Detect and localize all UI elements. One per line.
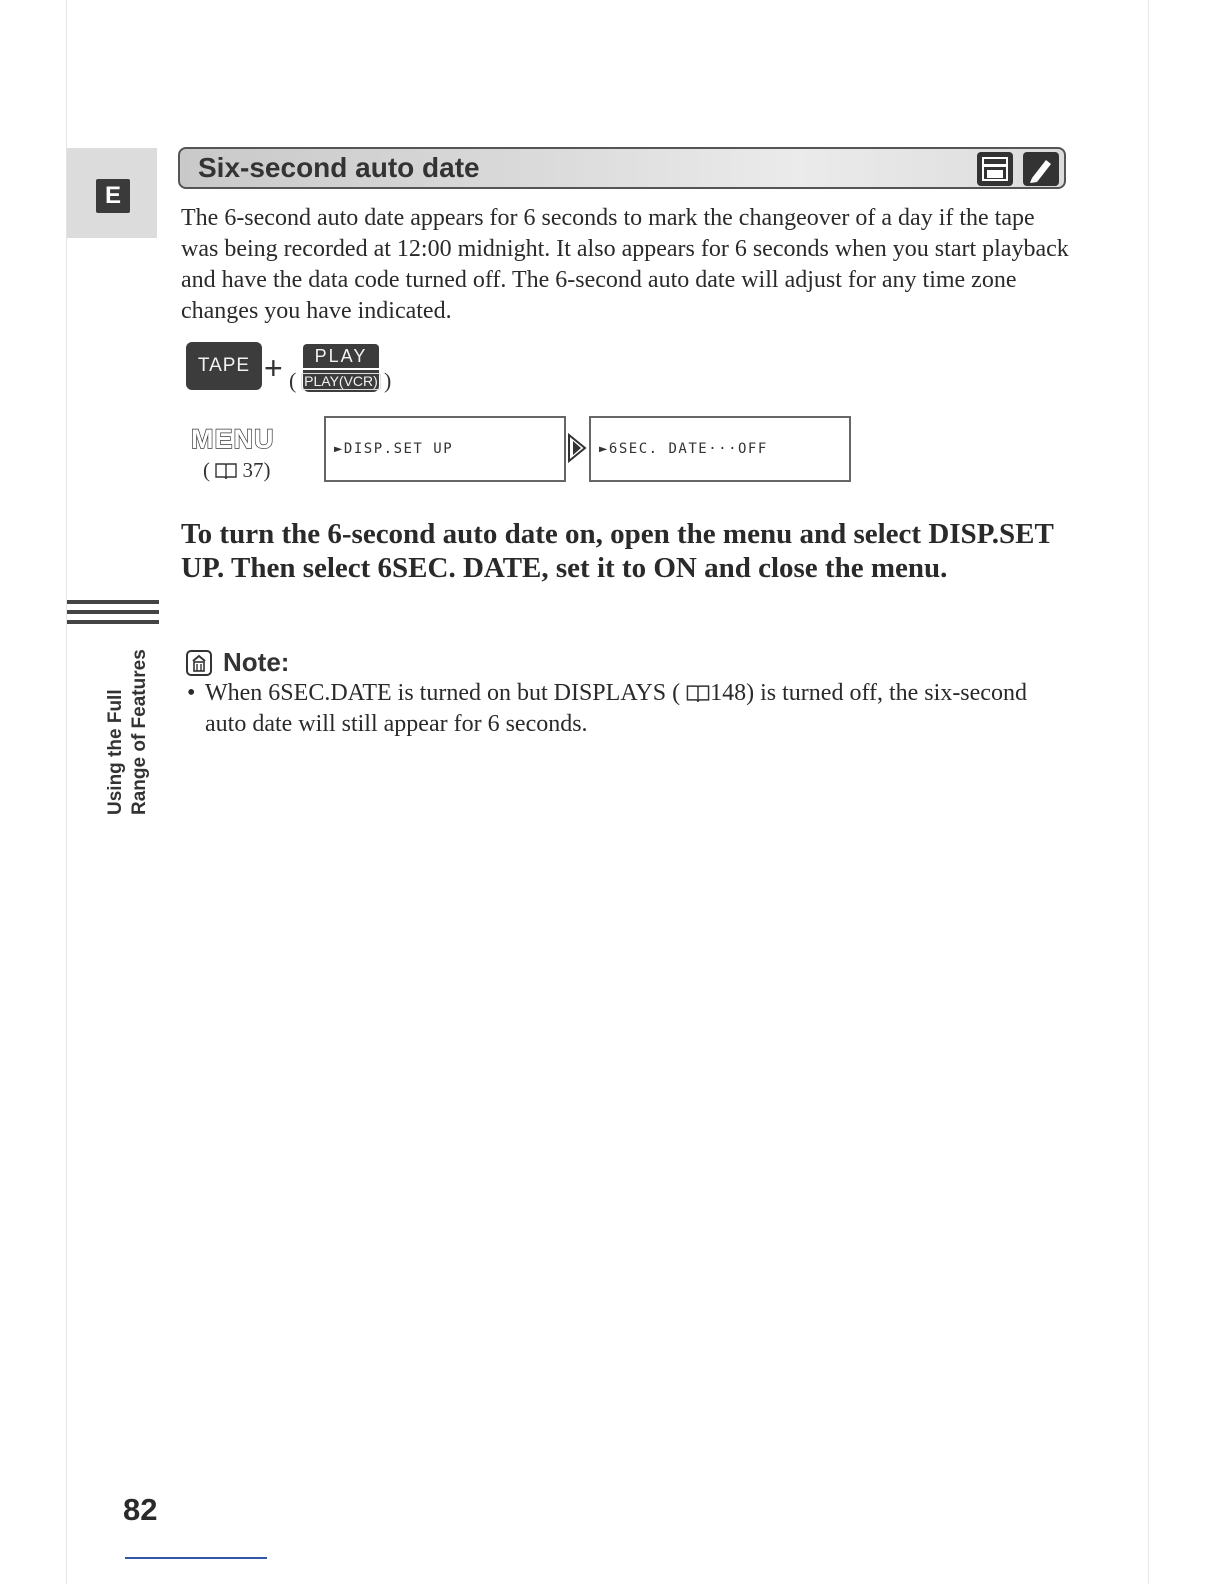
language-letter: E	[96, 179, 130, 213]
side-label-line1: Using the Full	[105, 689, 126, 815]
note-item	[187, 678, 1067, 740]
play-vcr-key	[303, 370, 379, 392]
menu-label: MENU	[191, 424, 275, 454]
note-title: Note:	[223, 647, 290, 677]
note-icon	[185, 649, 213, 677]
page-edge	[1148, 0, 1149, 1584]
play-key: PLAY	[303, 344, 379, 368]
book-icon	[215, 462, 237, 480]
ref-open: (	[203, 458, 210, 482]
tape-mode-icon	[976, 151, 1014, 187]
mode-icons	[976, 151, 1060, 187]
note-text-end: 148) is turned off, the six-second auto date will still appear for 6 seconds.	[205, 680, 1027, 737]
instruction-text: To turn the 6-second auto date on, open the menu and select DISP.SET UP. Then select 6SEC. DATE, set it to ON and close the menu.	[181, 518, 1054, 584]
menu-screen-6sec-date: ►6SEC. DATE···OFF	[589, 416, 851, 482]
paren-close: )	[384, 368, 392, 393]
menu-screen-disp-setup: ►DISP.SET UP	[324, 416, 566, 482]
plus-sign: +	[264, 350, 283, 386]
camera-mode-icon	[1022, 151, 1060, 187]
play-vcr-label: PLAY(VCR)	[301, 373, 381, 390]
side-label-line2: Range of Features	[129, 649, 150, 815]
ref-page: 37)	[242, 458, 271, 482]
side-bars	[67, 600, 159, 630]
note-text-start: When 6SEC.DATE is turned on but DISPLAYS (	[205, 680, 681, 706]
footer-rule	[125, 1557, 267, 1559]
page-number: 82	[123, 1492, 158, 1527]
note-heading	[185, 647, 289, 678]
book-icon	[686, 684, 710, 703]
bullet: •	[187, 680, 196, 706]
tape-key: TAPE	[186, 342, 262, 390]
paren-open: (	[289, 368, 297, 393]
intro-paragraph: The 6-second auto date appears for 6 seconds to mark the changeover of a day if the tape was being recorded at 12:00 midnight. It also appears for 6 seconds when you start playback and have the data code turned off. The 6-second auto date will adjust for any time zone changes you have indicated.	[181, 205, 1069, 324]
note-text	[205, 678, 1067, 740]
menu-page-ref	[203, 458, 271, 483]
side-section-label	[104, 645, 164, 815]
arrow-right-icon	[567, 433, 589, 463]
section-title: Six-second auto date	[198, 152, 480, 183]
